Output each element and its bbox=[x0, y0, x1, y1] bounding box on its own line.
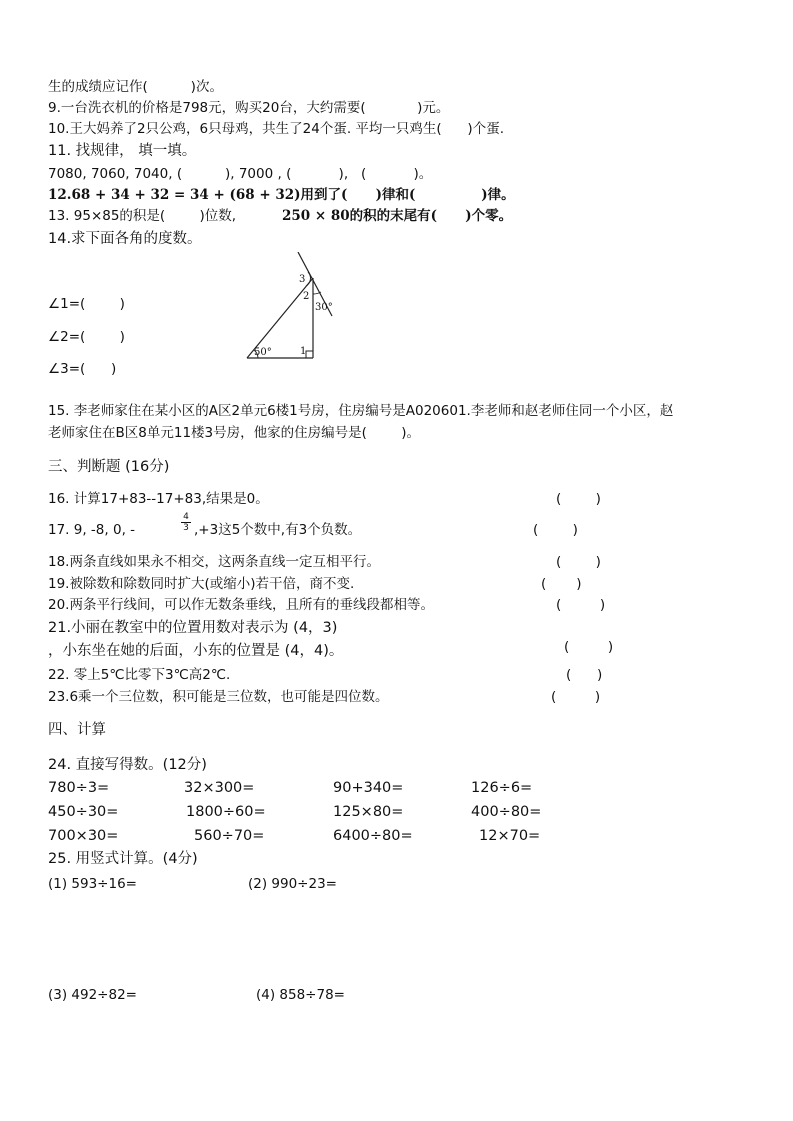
right-angle-mark bbox=[306, 351, 313, 358]
question-17-part1: 17. 9, -8, 0, - bbox=[48, 522, 136, 538]
question-21-paren: ( ) bbox=[564, 639, 614, 655]
label-angle-3: 3 bbox=[299, 274, 306, 285]
question-13b bbox=[282, 207, 512, 225]
question-19: 19.被除数和除数同时扩大(或缩小)若干倍，商不变. bbox=[48, 576, 355, 592]
question-13b-text: 250 × 80的积的末尾有( )个零。 bbox=[282, 208, 513, 224]
line-fragment: 生的成绩应记作( )次。 bbox=[48, 79, 223, 95]
angle-2-answer: ∠2=( ) bbox=[48, 329, 125, 345]
label-50-degrees: 50° bbox=[254, 347, 272, 358]
question-10: 10.王大妈养了2只公鸡，6只母鸡，共生了24个蛋. 平均一只鸡生( )个蛋. bbox=[48, 121, 504, 137]
question-17-paren: ( ) bbox=[533, 522, 578, 538]
calc-1-4: 126÷6= bbox=[471, 780, 533, 796]
fraction-numerator: 4 bbox=[183, 512, 189, 522]
question-20: 20.两条平行线间，可以作无数条垂线，且所有的垂线段都相等。 bbox=[48, 597, 434, 613]
question-18: 18.两条直线如果永不相交，这两条直线一定互相平行。 bbox=[48, 554, 380, 570]
question-16: 16. 计算17+83--17+83,结果是0。 bbox=[48, 491, 269, 507]
calc-3-3: 6400÷80= bbox=[333, 828, 413, 844]
label-angle-1: 1 bbox=[300, 346, 307, 357]
triangle-figure bbox=[240, 252, 350, 364]
question-14: 14.求下面各角的度数。 bbox=[48, 231, 202, 247]
question-22-paren: ( ) bbox=[566, 667, 603, 683]
question-21-line1: 21.小丽在教室中的位置用数对表示为 (4，3) bbox=[48, 620, 338, 636]
question-25: 25. 用竖式计算。(4分) bbox=[48, 851, 198, 867]
triangle-svg bbox=[240, 252, 350, 364]
angle-3-answer: ∠3=( ) bbox=[48, 361, 117, 377]
question-24: 24. 直接写得数。(12分) bbox=[48, 757, 207, 773]
calc-2-1: 450÷30= bbox=[48, 804, 119, 820]
calc-1-1: 780÷3= bbox=[48, 780, 110, 796]
question-20-paren: ( ) bbox=[556, 597, 606, 613]
fraction-denominator: 3 bbox=[181, 522, 191, 533]
question-11: 11. 找规律， 填一填。 bbox=[48, 143, 197, 159]
question-12 bbox=[48, 186, 515, 204]
fraction-4-3 bbox=[181, 512, 191, 533]
calc-3-4: 12×70= bbox=[479, 828, 541, 844]
vertical-calc-3: (3) 492÷82= bbox=[48, 987, 137, 1003]
label-angle-2: 2 bbox=[303, 291, 310, 302]
calc-2-2: 1800÷60= bbox=[186, 804, 266, 820]
calc-2-4: 400÷80= bbox=[471, 804, 542, 820]
angle-1-answer: ∠1=( ) bbox=[48, 296, 125, 312]
question-23: 23.6乘一个三位数，积可能是三位数，也可能是四位数。 bbox=[48, 689, 389, 705]
calc-3-2: 560÷70= bbox=[194, 828, 265, 844]
calc-3-1: 700×30= bbox=[48, 828, 119, 844]
question-15-line2: 老师家住在B区8单元11楼3号房，他家的住房编号是( )。 bbox=[48, 425, 420, 441]
question-22: 22. 零上5℃比零下3℃高2℃. bbox=[48, 667, 231, 683]
question-23-paren: ( ) bbox=[551, 689, 601, 705]
question-17-part2: ,+3这5个数中,有3个负数。 bbox=[194, 522, 362, 538]
question-9: 9.一台洗衣机的价格是798元，购买20台，大约需要( )元。 bbox=[48, 100, 450, 116]
label-30-degrees: 30° bbox=[315, 302, 333, 313]
question-18-paren: ( ) bbox=[556, 554, 601, 570]
question-21-line2: ，小东坐在她的后面，小东的位置是 (4，4)。 bbox=[48, 643, 344, 659]
section-4-heading: 四、计算 bbox=[48, 722, 106, 738]
calc-1-2: 32×300= bbox=[184, 780, 255, 796]
question-12-text: 12.68 + 34 + 32 = 34 + (68 + 32)用到了( )律和( )律。 bbox=[48, 187, 515, 203]
question-11-sequence: 7080, 7060, 7040, ( ), 7000 , ( ), ( )。 bbox=[48, 166, 433, 182]
vertical-calc-4: (4) 858÷78= bbox=[256, 987, 345, 1003]
question-13a: 13. 95×85的积是( )位数, bbox=[48, 208, 237, 224]
section-3-heading: 三、判断题 (16分) bbox=[48, 459, 170, 475]
calc-2-3: 125×80= bbox=[333, 804, 404, 820]
vertical-calc-1: (1) 593÷16= bbox=[48, 876, 137, 892]
angle-3-arc bbox=[306, 272, 310, 286]
question-15-line1: 15. 李老师家住在某小区的A区2单元6楼1号房，住房编号是A020601.李老师和赵老师住同一个小区，赵 bbox=[48, 403, 674, 419]
vertical-calc-2: (2) 990÷23= bbox=[248, 876, 337, 892]
question-19-paren: ( ) bbox=[541, 576, 582, 592]
calc-1-3: 90+340= bbox=[333, 780, 404, 796]
question-16-paren: ( ) bbox=[556, 491, 601, 507]
